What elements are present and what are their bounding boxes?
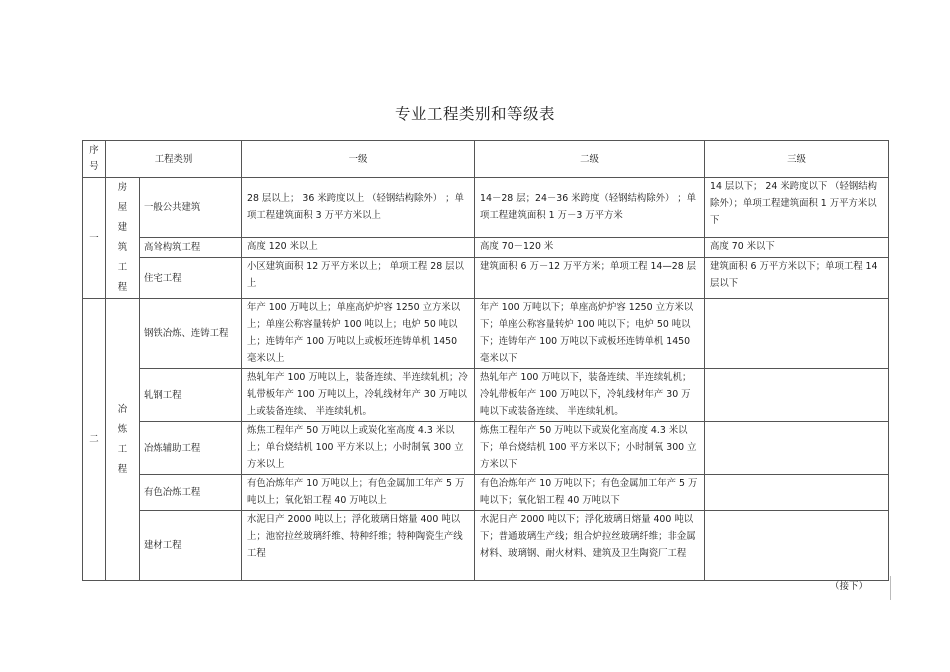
category-cell: 一般公共建筑 [140, 178, 242, 238]
grade-table [82, 140, 889, 581]
grade3-cell [705, 369, 889, 422]
grade2-cell: 年产 100 万吨以下；单座高炉炉容 1250 立方米以下；单座公称容量转炉 100 吨以下；电炉 50 吨以下；连铸年产 100 万吨以下或板坯连铸单机 1450 毫米以下 [475, 299, 705, 369]
header-grade1: 一级 [242, 141, 475, 178]
table-row [83, 422, 889, 475]
grade2-cell: 炼焦工程年产 50 万吨以下或炭化室高度 4.3 米以下；单台烧结机 100 平方米以下；小时制氧 300 立方米以下 [475, 422, 705, 475]
header-seq: 序号 [83, 141, 106, 178]
table-row [83, 237, 889, 257]
grade3-cell [705, 511, 889, 581]
header-grade2: 二级 [475, 141, 705, 178]
category-cell: 有色冶炼工程 [140, 475, 242, 511]
table-row [83, 178, 889, 238]
table-row [83, 299, 889, 369]
grade2-cell: 14－28 层；24－36 米跨度（轻钢结构除外） ；单项工程建筑面积 1 万－3 万平方米 [475, 178, 705, 238]
table-row [83, 511, 889, 581]
grade1-cell: 年产 100 万吨以上；单座高炉炉容 1250 立方米以上；单座公称容量转炉 100 吨以上；电炉 50 吨以上；连铸年产 100 万吨以上或板坯连铸单机 1450 毫米以上 [242, 299, 475, 369]
table-row [83, 369, 889, 422]
page-title: 专业工程类别和等级表 [394, 105, 555, 123]
category-cell: 住宅工程 [140, 258, 242, 299]
category-cell: 轧钢工程 [140, 369, 242, 422]
grade3-cell [705, 299, 889, 369]
grade1-cell: 有色冶炼年产 10 万吨以上；有色金属加工年产 5 万吨以上；氧化铝工程 40 万吨以上 [242, 475, 475, 511]
category-cell: 建材工程 [140, 511, 242, 581]
grade1-cell: 热轧年产 100 万吨以上，装备连续、半连续轧机；冷轧带板年产 100 万吨以上，冷轧线材年产 30 万吨以上或装备连续、 半连续轧机。 [242, 369, 475, 422]
group-seq: 一 [83, 178, 106, 299]
grade2-cell: 高度 70－120 米 [475, 237, 705, 257]
page-edge-divider [890, 576, 891, 600]
category-cell: 钢铁冶炼、连铸工程 [140, 299, 242, 369]
grade1-cell: 28 层以上； 36 米跨度以上 （轻钢结构除外） ；单项工程建筑面积 3 万平方米以上 [242, 178, 475, 238]
continued-note: （接下） [829, 581, 868, 592]
category-cell: 高耸构筑工程 [140, 237, 242, 257]
group-name: 房屋建筑工程 [106, 178, 140, 299]
group-seq: 二 [83, 299, 106, 581]
header-grade3: 三级 [705, 141, 889, 178]
grade1-cell: 水泥日产 2000 吨以上；浮化玻璃日熔量 400 吨以上；池窑拉丝玻璃纤维、特种纤维；特种陶瓷生产线工程 [242, 511, 475, 581]
grade3-cell [705, 475, 889, 511]
grade1-cell: 炼焦工程年产 50 万吨以上或炭化室高度 4.3 米以上；单台烧结机 100 平方米以上；小时制氧 300 立方米以上 [242, 422, 475, 475]
grade2-cell: 水泥日产 2000 吨以下；浮化玻璃日熔量 400 吨以下；普通玻璃生产线；组合炉拉丝玻璃纤维；非金属材料、玻璃钢、耐火材料、建筑及卫生陶瓷厂工程 [475, 511, 705, 581]
category-cell: 冶炼辅助工程 [140, 422, 242, 475]
table-header-row [83, 141, 889, 178]
header-category: 工程类别 [106, 141, 242, 178]
table-row [83, 258, 889, 299]
grade3-cell: 14 层以下； 24 米跨度以下 （轻钢结构除外）；单项工程建筑面积 1 万平方米以下 [705, 178, 889, 238]
table-row [83, 475, 889, 511]
grade3-cell [705, 422, 889, 475]
grade2-cell: 有色冶炼年产 10 万吨以下；有色金属加工年产 5 万吨以下；氧化铝工程 40 万吨以下 [475, 475, 705, 511]
group-name: 冶炼工程 [106, 299, 140, 581]
grade1-cell: 高度 120 米以上 [242, 237, 475, 257]
grade2-cell: 建筑面积 6 万－12 万平方米；单项工程 14—28 层 [475, 258, 705, 299]
grade2-cell: 热轧年产 100 万吨以下，装备连续、半连续轧机；冷轧带板年产 100 万吨以下，冷轧线材年产 30 万吨以下或装备连续、 半连续轧机。 [475, 369, 705, 422]
grade3-cell: 高度 70 米以下 [705, 237, 889, 257]
grade1-cell: 小区建筑面积 12 万平方米以上； 单项工程 28 层以上 [242, 258, 475, 299]
grade3-cell: 建筑面积 6 万平方米以下；单项工程 14 层以下 [705, 258, 889, 299]
